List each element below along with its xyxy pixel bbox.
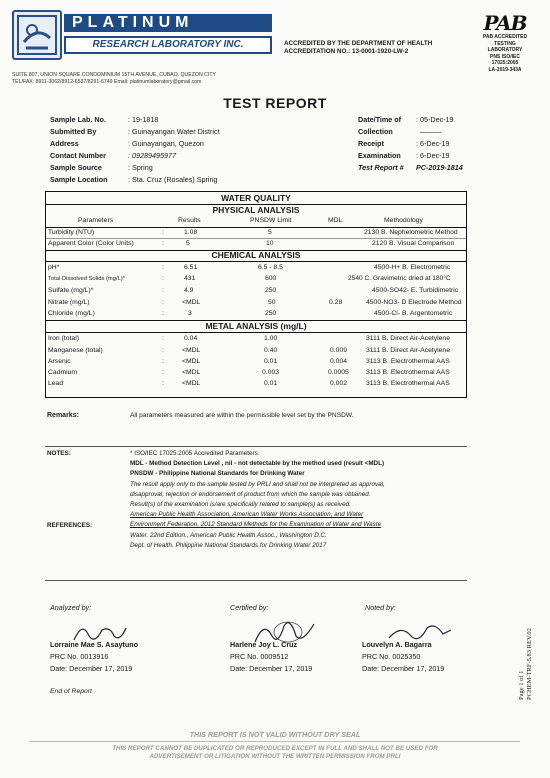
- sample-info-left: [50, 114, 310, 189]
- param-cell: Sulfate (mg/L)*: [48, 287, 94, 294]
- table-row: [46, 368, 466, 378]
- colon: :: [162, 380, 164, 387]
- pab-logo: PAB: [483, 11, 527, 35]
- table-row: [46, 357, 466, 367]
- info-label: Sample Source: [50, 163, 102, 172]
- analyzed-by-label: Analyzed by:: [50, 603, 92, 612]
- colon: :: [162, 347, 164, 354]
- notes-block: [130, 449, 460, 551]
- param-cell: pH*: [48, 264, 60, 271]
- colon: :: [162, 264, 164, 271]
- remarks-text: All parameters measured are within the permissible level set by the PNSDW.: [130, 412, 354, 419]
- certifier-date: Date: December 17, 2019: [230, 664, 313, 673]
- info-value: PC-2019-1814: [416, 163, 463, 172]
- lab-emblem-icon: [12, 10, 62, 60]
- reference-line: Environment Federation. 2012 Standard Methods for the Examination of Water and Waste: [130, 521, 382, 529]
- info-value: ———: [420, 127, 442, 136]
- method-cell: 2130 B. Nephelometric Method: [364, 229, 458, 236]
- mdl-cell: 0.009: [330, 347, 348, 354]
- method-cell: 3111 B. Direct Air-Acetylene: [366, 335, 450, 342]
- pab-accreditation: [470, 12, 540, 73]
- table-title: WATER QUALITY: [221, 193, 291, 203]
- colon: :: [162, 287, 164, 294]
- note-line: The result apply only to the sample tested by PRLI and shall not be interpreted as approval,: [130, 480, 385, 488]
- table-row: [46, 346, 466, 356]
- method-cell: 4500-NO3- D Electrode Method: [366, 299, 462, 306]
- water-quality-table: [45, 191, 467, 398]
- colon: :: [162, 275, 164, 282]
- page-number: Page 1 of 1: [518, 670, 525, 700]
- accreditation-line-1: ACCREDITED BY THE DEPARTMENT OF HEALTH: [284, 40, 433, 47]
- form-code: PCHEM-TRF-5.83 REV.02: [526, 628, 533, 700]
- noted-by-label: Noted by:: [365, 603, 396, 612]
- table-row: [46, 263, 466, 273]
- note-line: PNSDW - Philippine National Standards for Drinking Water: [130, 470, 305, 478]
- result-cell: <MDL: [182, 358, 201, 365]
- param-cell: Manganese (total): [48, 347, 103, 354]
- remarks-label: Remarks:: [47, 412, 79, 419]
- end-of-report: End of Report: [50, 688, 92, 695]
- result-cell: 3: [188, 310, 192, 317]
- limit-cell: 0.40: [264, 347, 278, 354]
- colon: :: [162, 369, 164, 376]
- column-header: MDL: [328, 217, 343, 224]
- param-cell: Arsenic: [48, 358, 71, 365]
- info-value: : Guinayangan Water District: [128, 127, 220, 136]
- address-line-2: TEL/FAX: 8911-3062/8912-6537/8291-6749 Email: platinumlaboratory@gmail.com: [12, 79, 202, 85]
- result-cell: <MDL: [182, 347, 201, 354]
- certified-by-label: Certified by:: [230, 603, 269, 612]
- certifier-name: Harlene Joy L. Cruz: [230, 640, 298, 649]
- pab-line: 17025:2005: [491, 60, 519, 66]
- result-cell: <MDL: [182, 369, 201, 376]
- limit-cell: 250: [265, 287, 277, 294]
- info-label: Collection: [358, 127, 393, 136]
- analyst-prc: PRC No. 0013916: [50, 652, 109, 661]
- limit-cell: 1.00: [264, 335, 278, 342]
- note-line: disapproval, rejection or endorsement of product from which the sample was obtained.: [130, 490, 371, 498]
- certifier-prc: PRC No. 0009512: [230, 652, 289, 661]
- param-cell: Turbidity (NTU): [48, 229, 95, 236]
- limit-cell: 0.01: [264, 380, 278, 387]
- accreditation-line-2: ACCREDITATION NO.: 13-0001-1920-LW-2: [284, 48, 409, 55]
- info-value: : Sta. Cruz (Rosales) Spring: [128, 175, 218, 184]
- result-cell: 5: [186, 240, 190, 247]
- footer-line-1: THIS REPORT CANNOT BE DUPLICATED OR REPRODUCED EXCEPT IN FULL AND SHALL NOT BE USED FOR: [112, 745, 438, 752]
- column-header: Methodology: [384, 217, 423, 224]
- info-label: Receipt: [358, 139, 384, 148]
- param-cell: Total Dissolved Solids (mg/L)*: [48, 276, 125, 282]
- dry-seal-notice: THIS REPORT IS NOT VALID WITHOUT DRY SEAL: [189, 730, 361, 739]
- page-title: TEST REPORT: [223, 95, 327, 111]
- limit-cell: 0.01: [264, 358, 278, 365]
- noter-name: Louvelyn A. Bagarra: [362, 640, 432, 649]
- reference-line: Water. 22nd Edition., American Public Health Assoc., Washington D.C.: [130, 531, 327, 539]
- chemical-section-title: CHEMICAL ANALYSIS: [211, 250, 301, 260]
- info-value: : 6-Dec-19: [416, 139, 450, 148]
- method-cell: 4500-SO42- E. Turbidimetric: [372, 287, 459, 294]
- method-cell: 2120 B. Visual Comparison: [372, 240, 455, 247]
- divider: [30, 741, 520, 742]
- info-value: : 05-Dec-19: [416, 115, 454, 124]
- result-cell: <MDL: [182, 380, 201, 387]
- table-row: [46, 274, 466, 284]
- result-cell: 431: [184, 275, 196, 282]
- info-label: Sample Lab. No.: [50, 115, 106, 124]
- limit-cell: 250: [265, 310, 277, 317]
- param-cell: Apparent Color (Color Units): [48, 240, 134, 247]
- footer-line-2: ADVERTISEMENT OR LITIGATION WITHOUT THE WRITTEN PERMISSION FROM PRLI: [149, 753, 401, 760]
- colon: :: [162, 335, 164, 342]
- info-label: Test Report #: [358, 163, 404, 172]
- info-label: Contact Number: [50, 151, 106, 160]
- analyst-date: Date: December 17, 2019: [50, 664, 133, 673]
- side-reference: [518, 628, 534, 700]
- limit-cell: 50: [268, 299, 276, 306]
- analyst-name: Lorraine Mae S. Asaytuno: [50, 640, 139, 649]
- pab-line: TESTING: [494, 40, 516, 47]
- result-cell: 6.51: [184, 264, 198, 271]
- method-cell: 4500-Cl- B. Argentometric: [374, 310, 453, 317]
- note-line: MDL - Method Detection Level , nil - not detectable by the method used (result <MDL): [130, 460, 385, 468]
- column-header: PNSDW Limit: [250, 217, 292, 224]
- table-row: [46, 309, 466, 319]
- info-value: : 19-1818: [128, 115, 159, 124]
- notes-label: NOTES:: [47, 450, 71, 457]
- info-label: Address: [50, 139, 79, 148]
- note-line: * ISO/IEC 17025:2005 Accredited Parameters.: [130, 450, 260, 457]
- mdl-cell: 0.002: [330, 380, 348, 387]
- info-value: : 09289495977: [128, 151, 176, 160]
- lab-address: [12, 72, 312, 86]
- physical-section-title: PHYSICAL ANALYSIS: [212, 205, 300, 215]
- limit-cell: 600: [265, 275, 277, 282]
- method-cell: 4500-H+ B. Electrometric: [374, 264, 451, 271]
- limit-cell: 5: [268, 229, 272, 236]
- colon: :: [162, 358, 164, 365]
- info-value: : 6-Dec-19: [416, 151, 450, 160]
- method-cell: 2540 C. Gravimetric dried at 180°C: [348, 275, 451, 282]
- param-cell: Lead: [48, 380, 64, 387]
- references-label: REFERENCES:: [47, 522, 93, 529]
- table-row: [46, 228, 466, 238]
- info-value: : Guinayangan, Quezon: [128, 139, 204, 148]
- mdl-cell: 0.0005: [328, 369, 349, 376]
- noter-date: Date: December 17, 2019: [362, 664, 445, 673]
- info-label: Sample Location: [50, 175, 108, 184]
- param-cell: Iron (total): [48, 335, 79, 342]
- info-label: Submitted By: [50, 127, 97, 136]
- method-cell: 3111 B. Direct Air-Acetylene: [366, 347, 450, 354]
- lab-logo: [12, 10, 272, 60]
- accreditation-block: [284, 40, 464, 56]
- pab-line: PAB ACCREDITED: [482, 34, 528, 40]
- result-cell: <MDL: [182, 299, 201, 306]
- reference-line: Dept. of Health. Philippine National Standards for Drinking Water 2017: [130, 541, 327, 549]
- pab-line: LA-2019-343A: [488, 66, 522, 73]
- table-row: [46, 298, 466, 308]
- limit-cell: 6.5 - 8.5: [258, 264, 283, 271]
- info-label: Examination: [358, 151, 401, 160]
- table-row: [46, 379, 466, 389]
- method-cell: 3113 B. Electrothermal AAS: [366, 358, 450, 365]
- result-cell: 1.08: [184, 229, 198, 236]
- footer-disclaimer: [0, 745, 550, 761]
- info-label: Date/Time of: [358, 115, 402, 124]
- address-line-1: SUITE 807, UNION SQUARE CONDOMINIUM 15TH AVENUE, CUBAO, QUEZON CITY: [12, 72, 216, 78]
- metal-section-title: METAL ANALYSIS (mg/L): [205, 321, 307, 331]
- column-header: Results: [178, 217, 201, 224]
- param-cell: Nitrate (mg/L): [48, 299, 90, 306]
- colon: :: [162, 299, 164, 306]
- brand-name-top: PLATINUM: [64, 14, 272, 32]
- param-cell: Cadmium: [48, 369, 78, 376]
- info-value: : Spring: [128, 163, 153, 172]
- mdl-cell: 0.004: [330, 358, 348, 365]
- table-row: [46, 239, 466, 249]
- colon: :: [162, 310, 164, 317]
- colon: :: [162, 240, 164, 247]
- param-cell: Chloride (mg/L): [48, 310, 95, 317]
- colon: :: [162, 229, 164, 236]
- mdl-cell: 0.28: [329, 299, 343, 306]
- table-row: [46, 334, 466, 344]
- column-header: Parameters: [78, 217, 114, 224]
- table-row: [46, 286, 466, 296]
- limit-cell: 0.003: [262, 369, 280, 376]
- pab-line: LABORATORY: [487, 47, 523, 53]
- method-cell: 3113 B. Electrothermal AAS: [366, 369, 450, 376]
- table-header-row: [46, 216, 466, 226]
- divider: [45, 580, 467, 581]
- note-line: Result(s) of the examination is/are specifically related to sample(s) as received.: [130, 501, 351, 509]
- reference-line: American Public Health Association, American Water Works Association, and Water: [130, 511, 364, 519]
- result-cell: 4.9: [184, 287, 194, 294]
- sample-info-right: [358, 114, 508, 179]
- noter-prc: PRC No. 0025350: [362, 652, 421, 661]
- result-cell: 0.04: [184, 335, 198, 342]
- pab-line: PNS ISO/IEC: [489, 53, 520, 60]
- method-cell: 3113 B. Electrothermal AAS: [366, 380, 450, 387]
- limit-cell: 10: [266, 240, 274, 247]
- brand-name-bottom: RESEARCH LABORATORY INC.: [64, 36, 272, 54]
- divider: [45, 446, 467, 447]
